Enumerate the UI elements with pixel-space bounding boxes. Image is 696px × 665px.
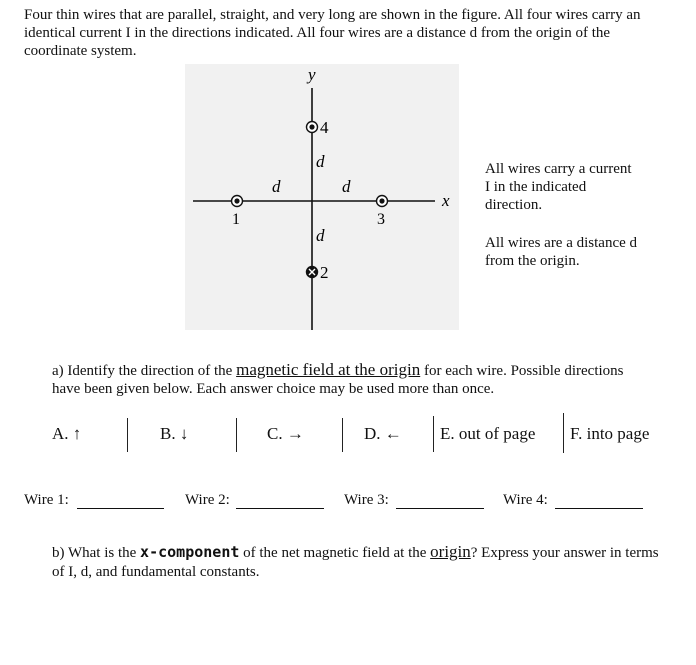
choice-a: A. ↑ [52,424,82,443]
wire-3-answer-label: Wire 3: [344,492,389,508]
wire-3-out-of-page-icon [377,196,388,207]
wire-2-into-page-icon [307,267,318,278]
problem-intro: Four thin wires that are parallel, straight, and very long are shown in the figure. All four wires carry an identical current I in the directions indicated. All four wires are a distance d from the origin of the coordinate system. [24,7,641,59]
y-axis-label: y [308,65,316,84]
x-axis-label: x [442,191,450,210]
wire-4-answer-blank[interactable] [555,508,643,509]
choice-divider [433,416,434,452]
origin-link: origin [430,542,471,561]
wire-2-label: 2 [320,263,329,282]
choice-divider [127,418,128,452]
magnetic-field-link: magnetic field at the origin [236,360,421,379]
part-b-question: b) What is the x-component of the net magnetic field at the origin? Express your answer in terms of I, d, and fundamental constants. [52,542,659,580]
wire-1-answer-label: Wire 1: [24,492,69,508]
choice-divider [563,413,564,453]
wire-4-answer-label: Wire 4: [503,492,548,508]
wire-3-label: 3 [377,211,385,228]
choice-c: C. → [267,424,304,443]
wire-2-answer-blank[interactable] [236,508,324,509]
choice-divider [342,418,343,452]
distance-note: All wires are a distance d from the origin. [485,235,638,269]
current-note: All wires carry a current I in the indicated direction. [485,161,632,213]
part-a-question: a) Identify the direction of the magnetic field at the origin for each wire. Possible directions have been given below. Each answer choice may be used more than once. [52,360,624,397]
choice-b: B. ↓ [160,424,189,443]
wire-4-label: 4 [320,118,329,137]
wire-1-label: 1 [232,211,240,228]
choice-d: D. ← [364,424,402,443]
wire-1-answer-blank[interactable] [77,508,164,509]
x-component-term: x-component [140,543,240,561]
d-label-right: d [342,177,351,196]
d-label-top: d [316,152,325,171]
choice-divider [236,418,237,452]
wire-1-out-of-page-icon [232,196,243,207]
d-label-bottom: d [316,226,325,245]
wire-4-out-of-page-icon [307,122,318,133]
wire-3-answer-blank[interactable] [396,508,484,509]
wire-2-answer-label: Wire 2: [185,492,230,508]
choice-e: E. out of page [440,424,536,443]
choice-f: F. into page [570,424,650,443]
d-label-left: d [272,177,281,196]
